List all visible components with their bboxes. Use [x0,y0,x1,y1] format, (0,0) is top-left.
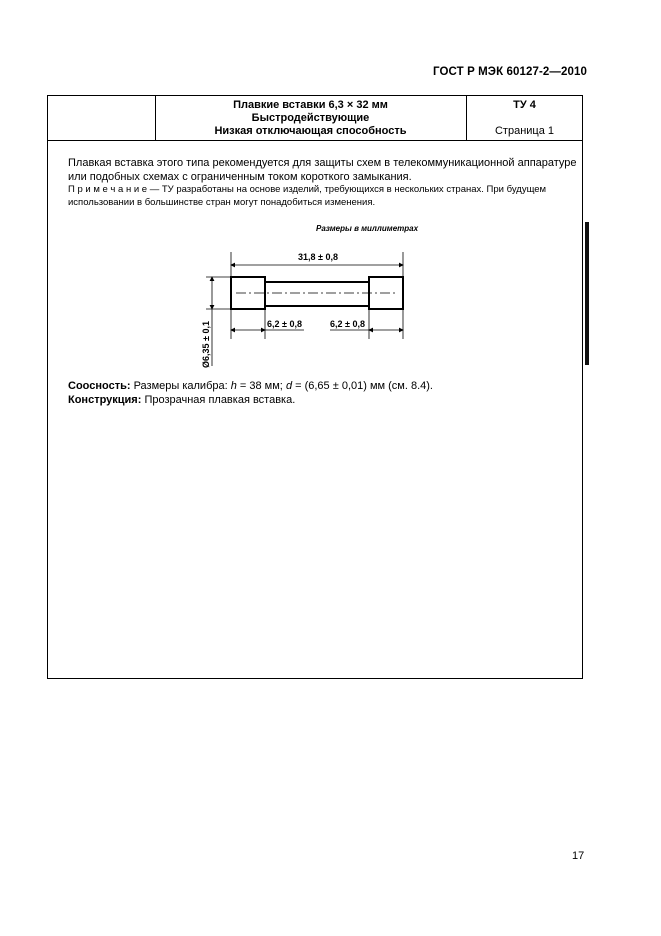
sheet-page-label: Страница 1 [494,125,555,137]
intro-paragraph [68,156,580,184]
cap-right-label: 6,2 ± 0,8 [330,319,365,329]
specs-paragraph [68,379,433,407]
coaxiality-text-a: Размеры калибра: [130,380,231,392]
title-line-1: Плавкие вставки 6,3 × 32 мм [233,99,388,111]
coaxiality-text-b: = 38 мм; [236,380,286,392]
note-prefix: П р и м е ч а н и е [68,184,148,195]
revision-bar [585,222,589,365]
construction-text: Прозрачная плавкая вставка. [141,394,296,406]
header-empty-cell [48,96,156,140]
title-line-2: Быстродействующие [251,112,370,124]
cap-left-label: 6,2 ± 0,8 [267,319,302,329]
standard-code: ГОСТ Р МЭК 60127-2—2010 [433,66,587,78]
construction-label: Конструкция: [68,394,142,406]
coaxiality-d-symbol: d [285,380,293,392]
note-line-1: — ТУ разработаны на основе изделий, требующихся в нескольких странах. При будущем [147,184,547,195]
title-line-3: Низкая отключающая способность [214,125,407,137]
coaxiality-h-symbol: h [230,380,237,392]
fuse-drawing [196,244,416,374]
header-title-cell [155,96,467,140]
note-line-2: использовании в большинстве стран могут понадобиться изменения. [68,197,376,208]
page-number: 17 [572,850,585,862]
dimensions-caption: Размеры в миллиметрах [316,224,419,233]
header-sheet-cell [467,96,582,140]
overall-length-label: 31,8 ± 0,8 [298,252,338,262]
intro-line-2: или подобных схемах с ограниченным током короткого замыкания. [68,171,412,183]
spec-header-row [48,96,582,141]
diameter-label: Ø6,35 ± 0,1 [201,321,211,368]
coaxiality-text-c: = (6,65 ± 0,01) мм (см. 8.4). [292,380,433,392]
sheet-code: ТУ 4 [513,99,536,111]
intro-line-1: Плавкая вставка этого типа рекомендуется для защиты схем в телекоммуникационной аппаратуре [68,157,577,169]
note-paragraph [68,183,580,209]
coaxiality-label: Соосность: [68,380,131,392]
